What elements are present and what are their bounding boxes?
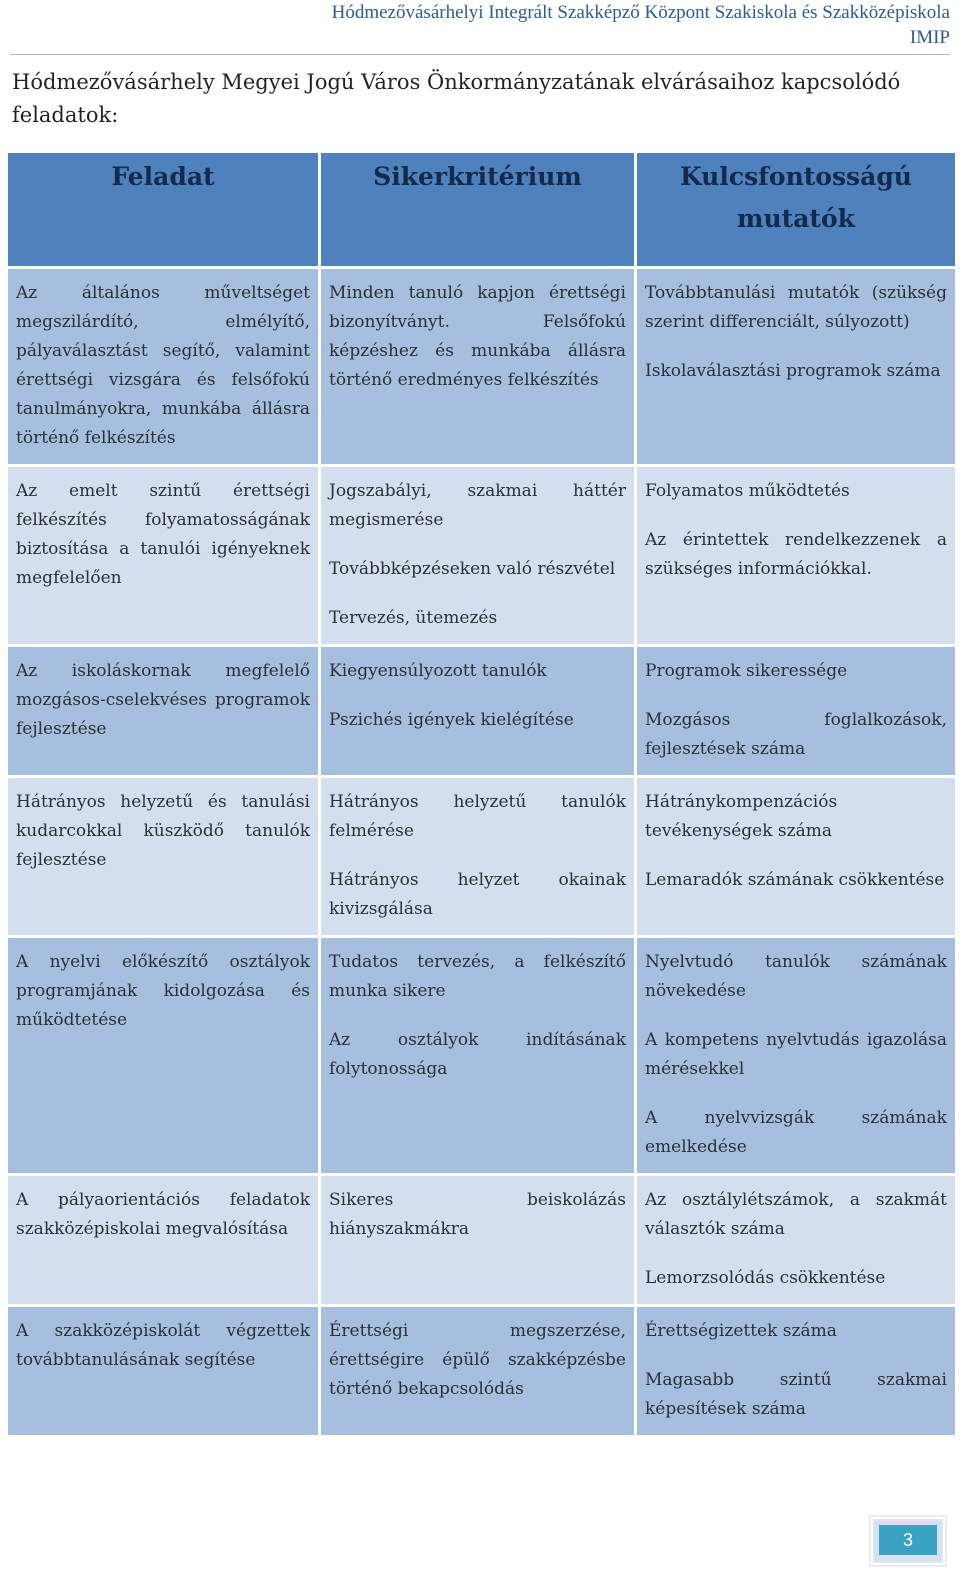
cell-feladat [8, 1307, 318, 1438]
kpi-table [5, 153, 958, 1438]
cell-text: Kiegyensúlyozott tanulók [329, 661, 547, 681]
cell-text: Programok sikeressége [645, 661, 848, 681]
header-feladat: Feladat [8, 153, 318, 269]
header-document-code: IMIP [909, 27, 950, 48]
cell-text: Az osztálylétszámok, a szakmát választók száma [645, 1190, 947, 1239]
cell-sikerkriterium [321, 647, 634, 778]
cell-mutatok [637, 269, 955, 467]
cell-text: Hátránykompenzációs tevékenységek száma [645, 792, 838, 841]
cell-text: Lemorzsolódás csökkentése [645, 1268, 886, 1288]
cell-text: Jogszabályi, szakmai háttér megismerése [329, 481, 626, 530]
cell-text: Iskolaválasztási programok száma [645, 361, 941, 381]
cell-text: Pszichés igények kielégítése [329, 710, 574, 730]
cell-text: A szakközépiskolát végzettek továbbtanulásának segítése [16, 1321, 310, 1370]
cell-sikerkriterium [321, 269, 634, 467]
cell-text: Sikeres beiskolázás hiányszakmákra [329, 1190, 626, 1239]
table-row [8, 938, 955, 1176]
cell-text: A pályaorientációs feladatok szakközépiskolai megvalósítása [16, 1190, 310, 1239]
cell-text: Mozgásos foglalkozások, fejlesztések száma [645, 710, 947, 759]
cell-text: Az osztályok indításának folytonossága [329, 1030, 626, 1079]
header-mutatok: Kulcsfontosságú mutatók [637, 153, 955, 269]
cell-sikerkriterium [321, 778, 634, 938]
cell-feladat [8, 938, 318, 1176]
cell-sikerkriterium [321, 467, 634, 647]
cell-text: Továbbképzéseken való részvétel [329, 559, 616, 579]
cell-feladat [8, 1176, 318, 1307]
table-row [8, 269, 955, 467]
cell-feladat [8, 269, 318, 467]
table-row [8, 1176, 955, 1307]
table-row [8, 467, 955, 647]
cell-mutatok [637, 938, 955, 1176]
table-body [8, 269, 955, 1438]
cell-sikerkriterium [321, 938, 634, 1176]
cell-text: Hátrányos helyzet okainak kivizsgálása [329, 870, 626, 919]
cell-text: Érettségizettek száma [645, 1321, 837, 1341]
table-header-row [8, 153, 955, 269]
page-header [10, 0, 950, 55]
table-row [8, 778, 955, 938]
cell-text: A nyelvi előkészítő osztályok programjának kidolgozása és működtetése [16, 952, 310, 1030]
table-row [8, 1307, 955, 1438]
cell-text: Tudatos tervezés, a felkészítő munka sikere [329, 952, 626, 1001]
page-number: 3 [879, 1525, 937, 1555]
cell-sikerkriterium [321, 1176, 634, 1307]
cell-feladat [8, 647, 318, 778]
cell-text: Minden tanuló kapjon érettségi bizonyítványt. Felsőfokú képzéshez és munkába állásra történő eredményes felkészítés [329, 283, 626, 390]
cell-mutatok [637, 778, 955, 938]
cell-mutatok [637, 1176, 955, 1307]
table-row [8, 647, 955, 778]
cell-text: Az általános műveltséget megszilárdító, elmélyítő, pályaválasztást segítő, valamint érettségi vizsgára és felsőfokú tanulmányokra, munkába állásra történő felkészítés [16, 283, 310, 448]
cell-text: Magasabb szintű szakmai képesítések száma [645, 1370, 947, 1419]
cell-feladat [8, 467, 318, 647]
cell-text: Az iskoláskornak megfelelő mozgásos-cselekvéses programok fejlesztése [16, 661, 310, 739]
cell-text: Az érintettek rendelkezzenek a szükséges információkkal. [645, 530, 947, 579]
cell-text: Továbbtanulási mutatók (szükség szerint differenciált, súlyozott) [645, 283, 947, 332]
cell-mutatok [637, 1307, 955, 1438]
cell-text: Lemaradók számának csökkentése [645, 870, 945, 890]
cell-feladat [8, 778, 318, 938]
cell-mutatok [637, 467, 955, 647]
cell-text: Érettségi megszerzése, érettségire épülő szakképzésbe történő bekapcsolódás [329, 1321, 626, 1399]
cell-text: Hátrányos helyzetű tanulók felmérése [329, 792, 626, 841]
cell-mutatok [637, 647, 955, 778]
cell-sikerkriterium [321, 1307, 634, 1438]
cell-text: A nyelvvizsgák számának emelkedése [645, 1108, 947, 1157]
cell-text: Tervezés, ütemezés [329, 608, 498, 628]
cell-text: Folyamatos működtetés [645, 481, 850, 501]
cell-text: Az emelt szintű érettségi felkészítés folyamatosságának biztosítása a tanulói igényeknek megfelelően [16, 481, 310, 588]
header-sikerkriterium: Sikerkritérium [321, 153, 634, 269]
intro-paragraph: Hódmezővásárhely Megyei Jogú Város Önkormányzatának elvárásaihoz kapcsolódó feladatok: [12, 70, 901, 127]
cell-text: Nyelvtudó tanulók számának növekedése [645, 952, 947, 1001]
header-school-name: Hódmezővásárhelyi Integrált Szakképző Központ Szakiskola és Szakközépiskola [331, 2, 950, 23]
page-number-badge [873, 1519, 943, 1563]
cell-text: Hátrányos helyzetű és tanulási kudarcokkal küszködő tanulók fejlesztése [16, 792, 310, 870]
cell-text: A kompetens nyelvtudás igazolása mérésekkel [645, 1030, 947, 1079]
